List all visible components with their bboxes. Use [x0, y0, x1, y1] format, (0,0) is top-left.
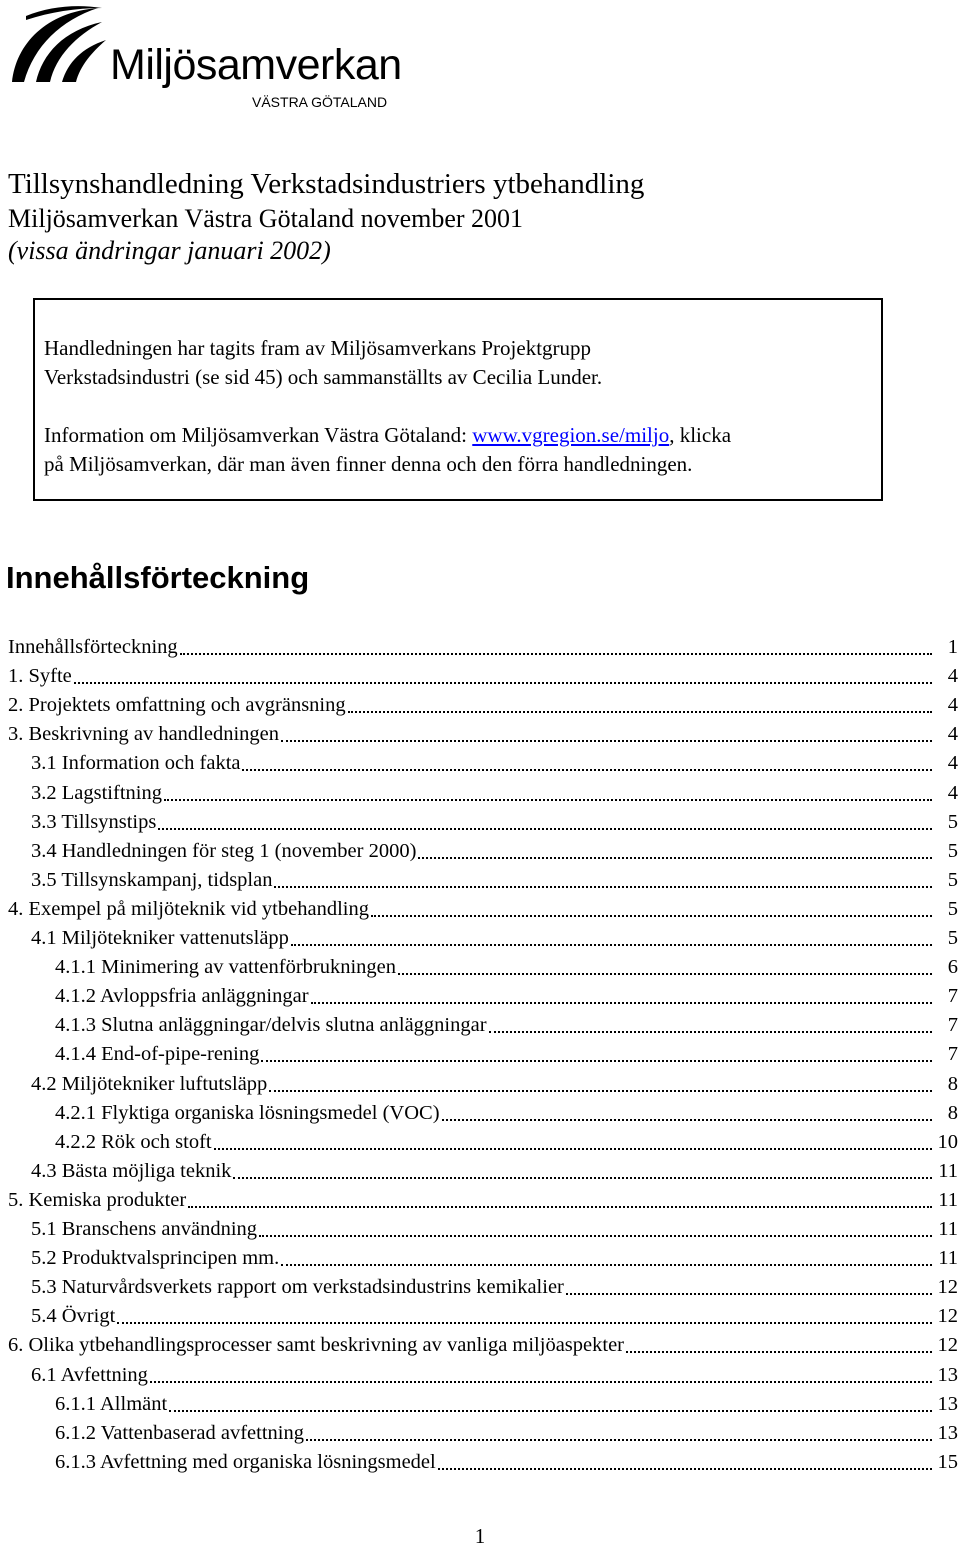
- toc-entry-label: 3.2 Lagstiftning: [31, 781, 162, 804]
- toc-entry-label: 5.2 Produktvalsprincipen mm.: [31, 1247, 280, 1270]
- toc-entry-page: 8: [947, 1072, 958, 1095]
- toc-entry[interactable]: [8, 720, 960, 749]
- toc-entry[interactable]: [31, 1302, 960, 1331]
- toc-entry-label: 3.5 Tillsynskampanj, tidsplan: [31, 868, 273, 891]
- toc-leader-dots: [281, 1264, 932, 1266]
- toc-entry-page: 5: [947, 839, 958, 862]
- revision-note: (vissa ändringar januari 2002): [8, 236, 331, 265]
- toc-entry[interactable]: [31, 1215, 960, 1244]
- toc-leader-dots: [281, 740, 932, 742]
- toc-entry-page: 5: [947, 927, 958, 949]
- toc-entry[interactable]: [31, 749, 960, 778]
- toc-leader-dots: [438, 1468, 932, 1470]
- toc-entry-page: 13: [937, 1392, 958, 1415]
- toc-leader-dots: [626, 1351, 932, 1353]
- toc-entry[interactable]: [31, 1361, 960, 1390]
- toc-leader-dots: [214, 1148, 932, 1150]
- toc-entry-label: 5. Kemiska produkter: [8, 1188, 187, 1211]
- toc-leader-dots: [259, 1235, 932, 1237]
- toc-entry[interactable]: [8, 633, 960, 662]
- toc-leader-dots: [180, 653, 932, 655]
- document-header: [8, 166, 644, 267]
- toc-leader-dots: [117, 1322, 932, 1324]
- toc-entry-page: 11: [938, 1218, 958, 1240]
- toc-leader-dots: [274, 886, 932, 888]
- toc-leader-dots: [566, 1293, 932, 1295]
- toc-entry-page: 4: [947, 694, 958, 717]
- toc-entry-label: 6.1.1 Allmänt: [55, 1392, 168, 1415]
- toc-leader-dots: [489, 1031, 932, 1033]
- toc-entry-page: 7: [947, 1043, 958, 1066]
- toc-entry-label: 4. Exempel på miljöteknik vid ytbehandling: [8, 897, 369, 920]
- toc-entry-label: 4.2.2 Rök och stoft: [55, 1130, 212, 1153]
- toc-entry-label: 3. Beskrivning av handledningen: [8, 723, 280, 746]
- toc-heading: Innehållsförteckning: [6, 560, 310, 595]
- toc-entry-page: 7: [947, 985, 958, 1008]
- info-line: Handledningen har tagits fram av Miljösamverkans Projektgrupp: [44, 336, 592, 360]
- toc-leader-dots: [311, 1002, 932, 1004]
- toc-entry-label: 6.1.2 Vattenbaserad avfettning: [55, 1421, 304, 1444]
- toc-entry-page: 15: [937, 1450, 958, 1473]
- toc-entry-page: 6: [947, 956, 958, 979]
- toc-leader-dots: [158, 828, 932, 830]
- toc-entry-label: 3.3 Tillsynstips: [31, 810, 157, 833]
- toc-entry[interactable]: [31, 837, 960, 866]
- toc-leader-dots: [291, 944, 932, 946]
- toc-entry-label: 4.1.1 Minimering av vattenförbrukningen: [55, 956, 397, 979]
- toc-entry-page: 5: [947, 810, 958, 833]
- toc-entry-page: 11: [938, 1247, 958, 1270]
- toc-entry[interactable]: [8, 691, 960, 720]
- toc-entry-page: 8: [947, 1101, 958, 1124]
- toc-entry-page: 13: [937, 1421, 958, 1444]
- toc-entry-label: 2. Projektets omfattning och avgränsning: [8, 694, 346, 717]
- info-line: Verkstadsindustri (se sid 45) och sammanställts av Cecilia Lunder.: [44, 365, 603, 389]
- toc-entry-label: 4.3 Bästa möjliga teknik: [31, 1159, 232, 1182]
- toc-entry-label: 6.1.3 Avfettning med organiska lösningsmedel: [55, 1450, 436, 1473]
- toc-leader-dots: [348, 711, 932, 713]
- toc-entry-label: 4.2.1 Flyktiga organiska lösningsmedel (VOC): [55, 1101, 440, 1124]
- toc-entry[interactable]: [55, 1128, 960, 1157]
- toc-leader-dots: [371, 915, 932, 917]
- page-number: 1: [474, 1524, 486, 1548]
- toc-entry-page: 11: [938, 1188, 958, 1211]
- info-text: Information om Miljösamverkan Västra Götaland:: [44, 423, 473, 447]
- toc-entry-page: 5: [947, 868, 958, 891]
- toc-entry[interactable]: [55, 1390, 960, 1419]
- toc-entry[interactable]: [55, 1419, 960, 1448]
- toc-entry-label: 3.4 Handledningen för steg 1 (november 2000): [31, 839, 417, 862]
- toc-entry-page: 13: [937, 1363, 958, 1386]
- toc-entry-page: 4: [947, 752, 958, 775]
- toc-entry[interactable]: [31, 779, 960, 808]
- toc-entry-page: 5: [947, 897, 958, 920]
- logo-subtitle: VÄSTRA GÖTALAND: [252, 94, 388, 110]
- toc-leader-dots: [150, 1381, 932, 1383]
- toc-entry[interactable]: [31, 866, 960, 895]
- toc-entry-page: 12: [937, 1276, 958, 1299]
- info-line: [44, 421, 881, 450]
- toc-entry-label: 4.1.3 Slutna anläggningar/delvis slutna anläggningar: [55, 1014, 487, 1037]
- toc-entry[interactable]: [31, 1157, 960, 1186]
- toc-entry[interactable]: [31, 808, 960, 837]
- toc-entry[interactable]: [55, 1099, 960, 1128]
- miljosamverkan-logo: [6, 4, 426, 114]
- toc-entry-page: 10: [937, 1130, 958, 1153]
- toc-entry-label: 5.4 Övrigt: [31, 1305, 116, 1328]
- spacer: [44, 392, 881, 421]
- toc-entry-label: Innehållsförteckning: [8, 636, 178, 658]
- toc-leader-dots: [74, 682, 932, 684]
- toc-entry-label: 5.3 Naturvårdsverkets rapport om verkstadsindustrins kemikalier: [31, 1276, 564, 1299]
- toc-leader-dots: [261, 1060, 932, 1062]
- toc-leader-dots: [188, 1206, 932, 1208]
- toc-entry-page: 12: [937, 1334, 958, 1357]
- toc-entry[interactable]: [31, 1244, 960, 1273]
- toc-entry-page: 11: [938, 1159, 958, 1182]
- toc-leader-dots: [306, 1439, 932, 1441]
- toc-leader-dots: [233, 1177, 932, 1179]
- toc-entry-label: 4.2 Miljötekniker luftutsläpp: [31, 1072, 268, 1095]
- toc-leader-dots: [169, 1410, 932, 1412]
- toc-entry-label: 4.1.4 End-of-pipe-rening: [55, 1043, 260, 1066]
- toc-entry[interactable]: [8, 895, 960, 924]
- toc-entry[interactable]: [55, 953, 960, 982]
- toc-entry-page: 4: [947, 723, 958, 746]
- swoosh-icon: [6, 4, 116, 84]
- toc-entry-page: 4: [947, 781, 958, 804]
- toc-leader-dots: [442, 1119, 932, 1121]
- toc-entry-label: 6.1 Avfettning: [31, 1363, 148, 1386]
- toc-leader-dots: [398, 973, 932, 975]
- info-text: , klicka: [669, 423, 732, 447]
- toc-entry-page: 4: [947, 665, 958, 688]
- toc-leader-dots: [164, 799, 932, 801]
- toc-entry[interactable]: [8, 1186, 960, 1215]
- toc-entry[interactable]: [55, 1011, 960, 1040]
- toc-entry-label: 1. Syfte: [8, 665, 72, 688]
- toc-entry-page: 1: [947, 636, 958, 658]
- toc-entry[interactable]: [55, 1040, 960, 1069]
- toc-entry[interactable]: [31, 1070, 960, 1099]
- toc-entry[interactable]: [8, 1331, 960, 1360]
- info-box: [33, 298, 883, 501]
- toc-entry-label: 3.1 Information och fakta: [31, 752, 241, 775]
- document-subtitle: Miljösamverkan Västra Götaland november 2001: [8, 204, 524, 233]
- toc-entry-page: 7: [947, 1014, 958, 1037]
- toc-leader-dots: [242, 769, 932, 771]
- toc-entry-label: 4.1 Miljötekniker vattenutsläpp: [31, 927, 289, 949]
- toc-entry-label: 4.1.2 Avloppsfria anläggningar: [55, 985, 309, 1008]
- toc-entry-page: 12: [937, 1305, 958, 1328]
- toc-leader-dots: [269, 1090, 932, 1092]
- toc-entry[interactable]: [55, 982, 960, 1011]
- toc-entry-label: 5.1 Branschens användning: [31, 1218, 258, 1240]
- document-title: Tillsynshandledning Verkstadsindustriers ytbehandling: [8, 168, 645, 200]
- info-line: på Miljösamverkan, där man även finner denna och den förra handledningen.: [44, 452, 693, 476]
- toc-entry[interactable]: [31, 1273, 960, 1302]
- toc-entry[interactable]: [8, 662, 960, 691]
- logo-name: Miljösamverkan: [110, 41, 402, 89]
- toc-entry[interactable]: [55, 1448, 960, 1477]
- toc-leader-dots: [418, 857, 932, 859]
- toc-entry[interactable]: [31, 924, 960, 953]
- toc-entry-label: 6. Olika ytbehandlingsprocesser samt beskrivning av vanliga miljöaspekter: [8, 1334, 624, 1357]
- website-link[interactable]: www.vgregion.se/miljo: [472, 423, 670, 447]
